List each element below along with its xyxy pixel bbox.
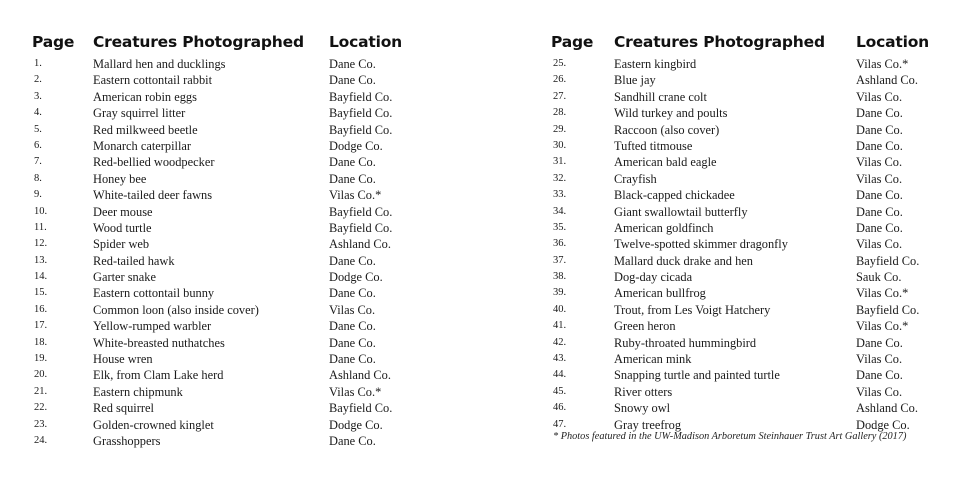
location-name: Ashland Co.	[329, 368, 391, 383]
location-name: Dane Co.	[856, 220, 903, 235]
creature-name: Black-capped chickadee	[614, 188, 735, 203]
page-number: 46.	[553, 402, 567, 414]
location-name: Dane Co.	[856, 335, 903, 350]
creature-name: Tufted titmouse	[614, 138, 693, 153]
location-name: Dane Co.	[329, 57, 376, 71]
page-number: 34.	[553, 205, 567, 217]
creature-name: Raccoon (also cover)	[614, 122, 720, 137]
location-name: Dane Co.	[856, 106, 903, 121]
creature-name: Trout, from Les Voigt Hatchery	[614, 302, 771, 317]
location-name: Ashland Co.	[856, 401, 918, 416]
header-location: Location	[329, 33, 402, 51]
page-number: 33.	[553, 189, 567, 201]
creature-name: Grasshoppers	[93, 433, 161, 448]
creature-name: Green heron	[614, 319, 676, 334]
creature-name: Red milkweed beetle	[93, 122, 198, 137]
creature-name: House wren	[93, 352, 153, 367]
page-number: 5.	[34, 123, 42, 135]
page-number: 41.	[553, 320, 567, 332]
page-number: 14.	[34, 271, 48, 283]
location-name: Dodge Co.	[329, 138, 383, 153]
creature-name: Red squirrel	[93, 401, 154, 416]
creature-name: Eastern cottontail bunny	[93, 286, 215, 301]
location-name: Bayfield Co.	[856, 302, 920, 317]
location-name: Vilas Co.*	[329, 188, 382, 203]
creature-name: American bald eagle	[614, 155, 717, 170]
page-number: 12.	[34, 238, 48, 250]
page-number: 19.	[34, 353, 48, 365]
creature-name: American goldfinch	[614, 220, 714, 235]
location-name: Vilas Co.*	[856, 319, 909, 334]
page-number: 27.	[553, 90, 567, 102]
location-name: Ashland Co.	[329, 237, 391, 252]
page-number: 22.	[34, 402, 48, 414]
creature-name: Golden-crowned kinglet	[93, 417, 214, 432]
header-page: Page	[551, 33, 594, 51]
page-number: 3.	[34, 90, 42, 102]
creature-name: Wood turtle	[93, 220, 152, 235]
page-number: 6.	[34, 139, 42, 151]
page-number: 8.	[34, 172, 42, 184]
location-name: Vilas Co.	[856, 171, 903, 186]
creature-name: Ruby-throated hummingbird	[614, 335, 757, 350]
location-name: Dane Co.	[856, 368, 903, 383]
page-number: 44.	[553, 369, 567, 381]
page-number: 31.	[553, 156, 567, 168]
creature-name: Elk, from Clam Lake herd	[93, 368, 224, 383]
creature-name: Yellow-rumped warbler	[93, 319, 212, 334]
location-name: Vilas Co.	[856, 384, 903, 399]
creature-name: Twelve-spotted skimmer dragonfly	[614, 237, 788, 252]
location-name: Vilas Co.*	[856, 57, 909, 71]
page-number: 20.	[34, 369, 48, 381]
page-number: 26.	[553, 74, 567, 86]
page-number: 13.	[34, 254, 48, 266]
creature-name: Mallard hen and ducklings	[93, 57, 226, 71]
page-number: 45.	[553, 385, 567, 397]
page-number: 4.	[34, 107, 42, 119]
page-number: 25.	[553, 58, 567, 69]
header-page: Page	[32, 33, 75, 51]
location-name: Dane Co.	[329, 73, 376, 88]
location-name: Vilas Co.	[856, 352, 903, 367]
page-number: 37.	[553, 254, 567, 266]
page-number: 17.	[34, 320, 48, 332]
page-number: 16.	[34, 303, 48, 315]
location-name: Vilas Co.	[856, 89, 903, 104]
creature-name: Mallard duck drake and hen	[614, 253, 753, 268]
location-name: Vilas Co.*	[856, 286, 909, 301]
creature-name: Honey bee	[93, 171, 147, 186]
location-name: Dane Co.	[329, 171, 376, 186]
page-number: 47.	[553, 418, 567, 430]
location-name: Dane Co.	[329, 433, 376, 448]
location-name: Dane Co.	[329, 286, 376, 301]
page-number: 38.	[553, 271, 567, 283]
location-name: Vilas Co.	[856, 237, 903, 252]
location-name: Dane Co.	[329, 253, 376, 268]
creature-name: Red-tailed hawk	[93, 253, 175, 268]
creature-name: Monarch caterpillar	[93, 138, 192, 153]
location-name: Bayfield Co.	[329, 122, 393, 137]
creature-name: Snapping turtle and painted turtle	[614, 368, 780, 383]
creature-name: American mink	[614, 352, 692, 367]
creature-name: American robin eggs	[93, 89, 197, 104]
page-number: 10.	[34, 205, 48, 217]
creature-name: Snowy owl	[614, 401, 671, 416]
page-number: 40.	[553, 303, 567, 315]
page-number: 42.	[553, 336, 567, 348]
page-number: 24.	[34, 434, 48, 446]
creature-name: Wild turkey and poults	[614, 106, 728, 121]
creature-name: Common loon (also inside cover)	[93, 302, 259, 317]
header-creatures: Creatures Photographed	[614, 33, 825, 51]
creature-name: River otters	[614, 384, 673, 399]
location-name: Bayfield Co.	[856, 253, 920, 268]
location-name: Bayfield Co.	[329, 220, 393, 235]
location-name: Dodge Co.	[856, 417, 910, 432]
creature-name: Eastern kingbird	[614, 57, 697, 71]
creature-name: Spider web	[93, 237, 150, 252]
creature-name: Crayfish	[614, 171, 657, 186]
creature-name: Gray treefrog	[614, 417, 682, 432]
creature-name: Dog-day cicada	[614, 270, 693, 285]
page-number: 21.	[34, 385, 48, 397]
location-name: Dane Co.	[856, 188, 903, 203]
page-number: 35.	[553, 221, 567, 233]
header-location: Location	[856, 33, 929, 51]
page-number: 18.	[34, 336, 48, 348]
creature-name: American bullfrog	[614, 286, 706, 301]
location-name: Bayfield Co.	[329, 106, 393, 121]
creature-name: Blue jay	[614, 73, 656, 88]
location-name: Dane Co.	[329, 155, 376, 170]
creature-name: Deer mouse	[93, 204, 153, 219]
page-number: 1.	[34, 58, 42, 69]
location-name: Dodge Co.	[329, 417, 383, 432]
location-name: Vilas Co.	[329, 302, 376, 317]
location-name: Dodge Co.	[329, 270, 383, 285]
creature-name: Giant swallowtail butterfly	[614, 204, 748, 219]
creature-name: Red-bellied woodpecker	[93, 155, 215, 170]
location-name: Dane Co.	[329, 335, 376, 350]
creature-name: Garter snake	[93, 270, 156, 285]
location-name: Dane Co.	[856, 204, 903, 219]
page-number: 9.	[34, 189, 42, 201]
page-number: 28.	[553, 107, 567, 119]
page-number: 29.	[553, 123, 567, 135]
creature-name: Sandhill crane colt	[614, 89, 707, 104]
page-number: 43.	[553, 353, 567, 365]
location-name: Bayfield Co.	[329, 204, 393, 219]
creature-name: White-breasted nuthatches	[93, 335, 225, 350]
page-number: 11.	[34, 221, 47, 233]
location-name: Bayfield Co.	[329, 89, 393, 104]
page-number: 30.	[553, 139, 567, 151]
page-number: 23.	[34, 418, 48, 430]
location-name: Vilas Co.*	[329, 384, 382, 399]
location-name: Dane Co.	[329, 352, 376, 367]
page-number: 7.	[34, 156, 42, 168]
creature-name: White-tailed deer fawns	[93, 188, 213, 203]
location-name: Dane Co.	[329, 319, 376, 334]
location-name: Ashland Co.	[856, 73, 918, 88]
page-number: 39.	[553, 287, 567, 299]
page-number: 15.	[34, 287, 48, 299]
location-name: Dane Co.	[856, 138, 903, 153]
page-number: 36.	[553, 238, 567, 250]
page-number: 32.	[553, 172, 567, 184]
page-number: 2.	[34, 74, 42, 86]
creature-name: Gray squirrel litter	[93, 106, 186, 121]
location-name: Bayfield Co.	[329, 401, 393, 416]
footnote: * Photos featured in the UW-Madison Arboretum Steinhauer Trust Art Gallery (2017)	[553, 431, 907, 442]
header-creatures: Creatures Photographed	[93, 33, 304, 51]
creature-name: Eastern chipmunk	[93, 384, 183, 399]
location-name: Vilas Co.	[856, 155, 903, 170]
location-name: Sauk Co.	[856, 270, 902, 285]
location-name: Dane Co.	[856, 122, 903, 137]
creature-name: Eastern cottontail rabbit	[93, 73, 213, 88]
